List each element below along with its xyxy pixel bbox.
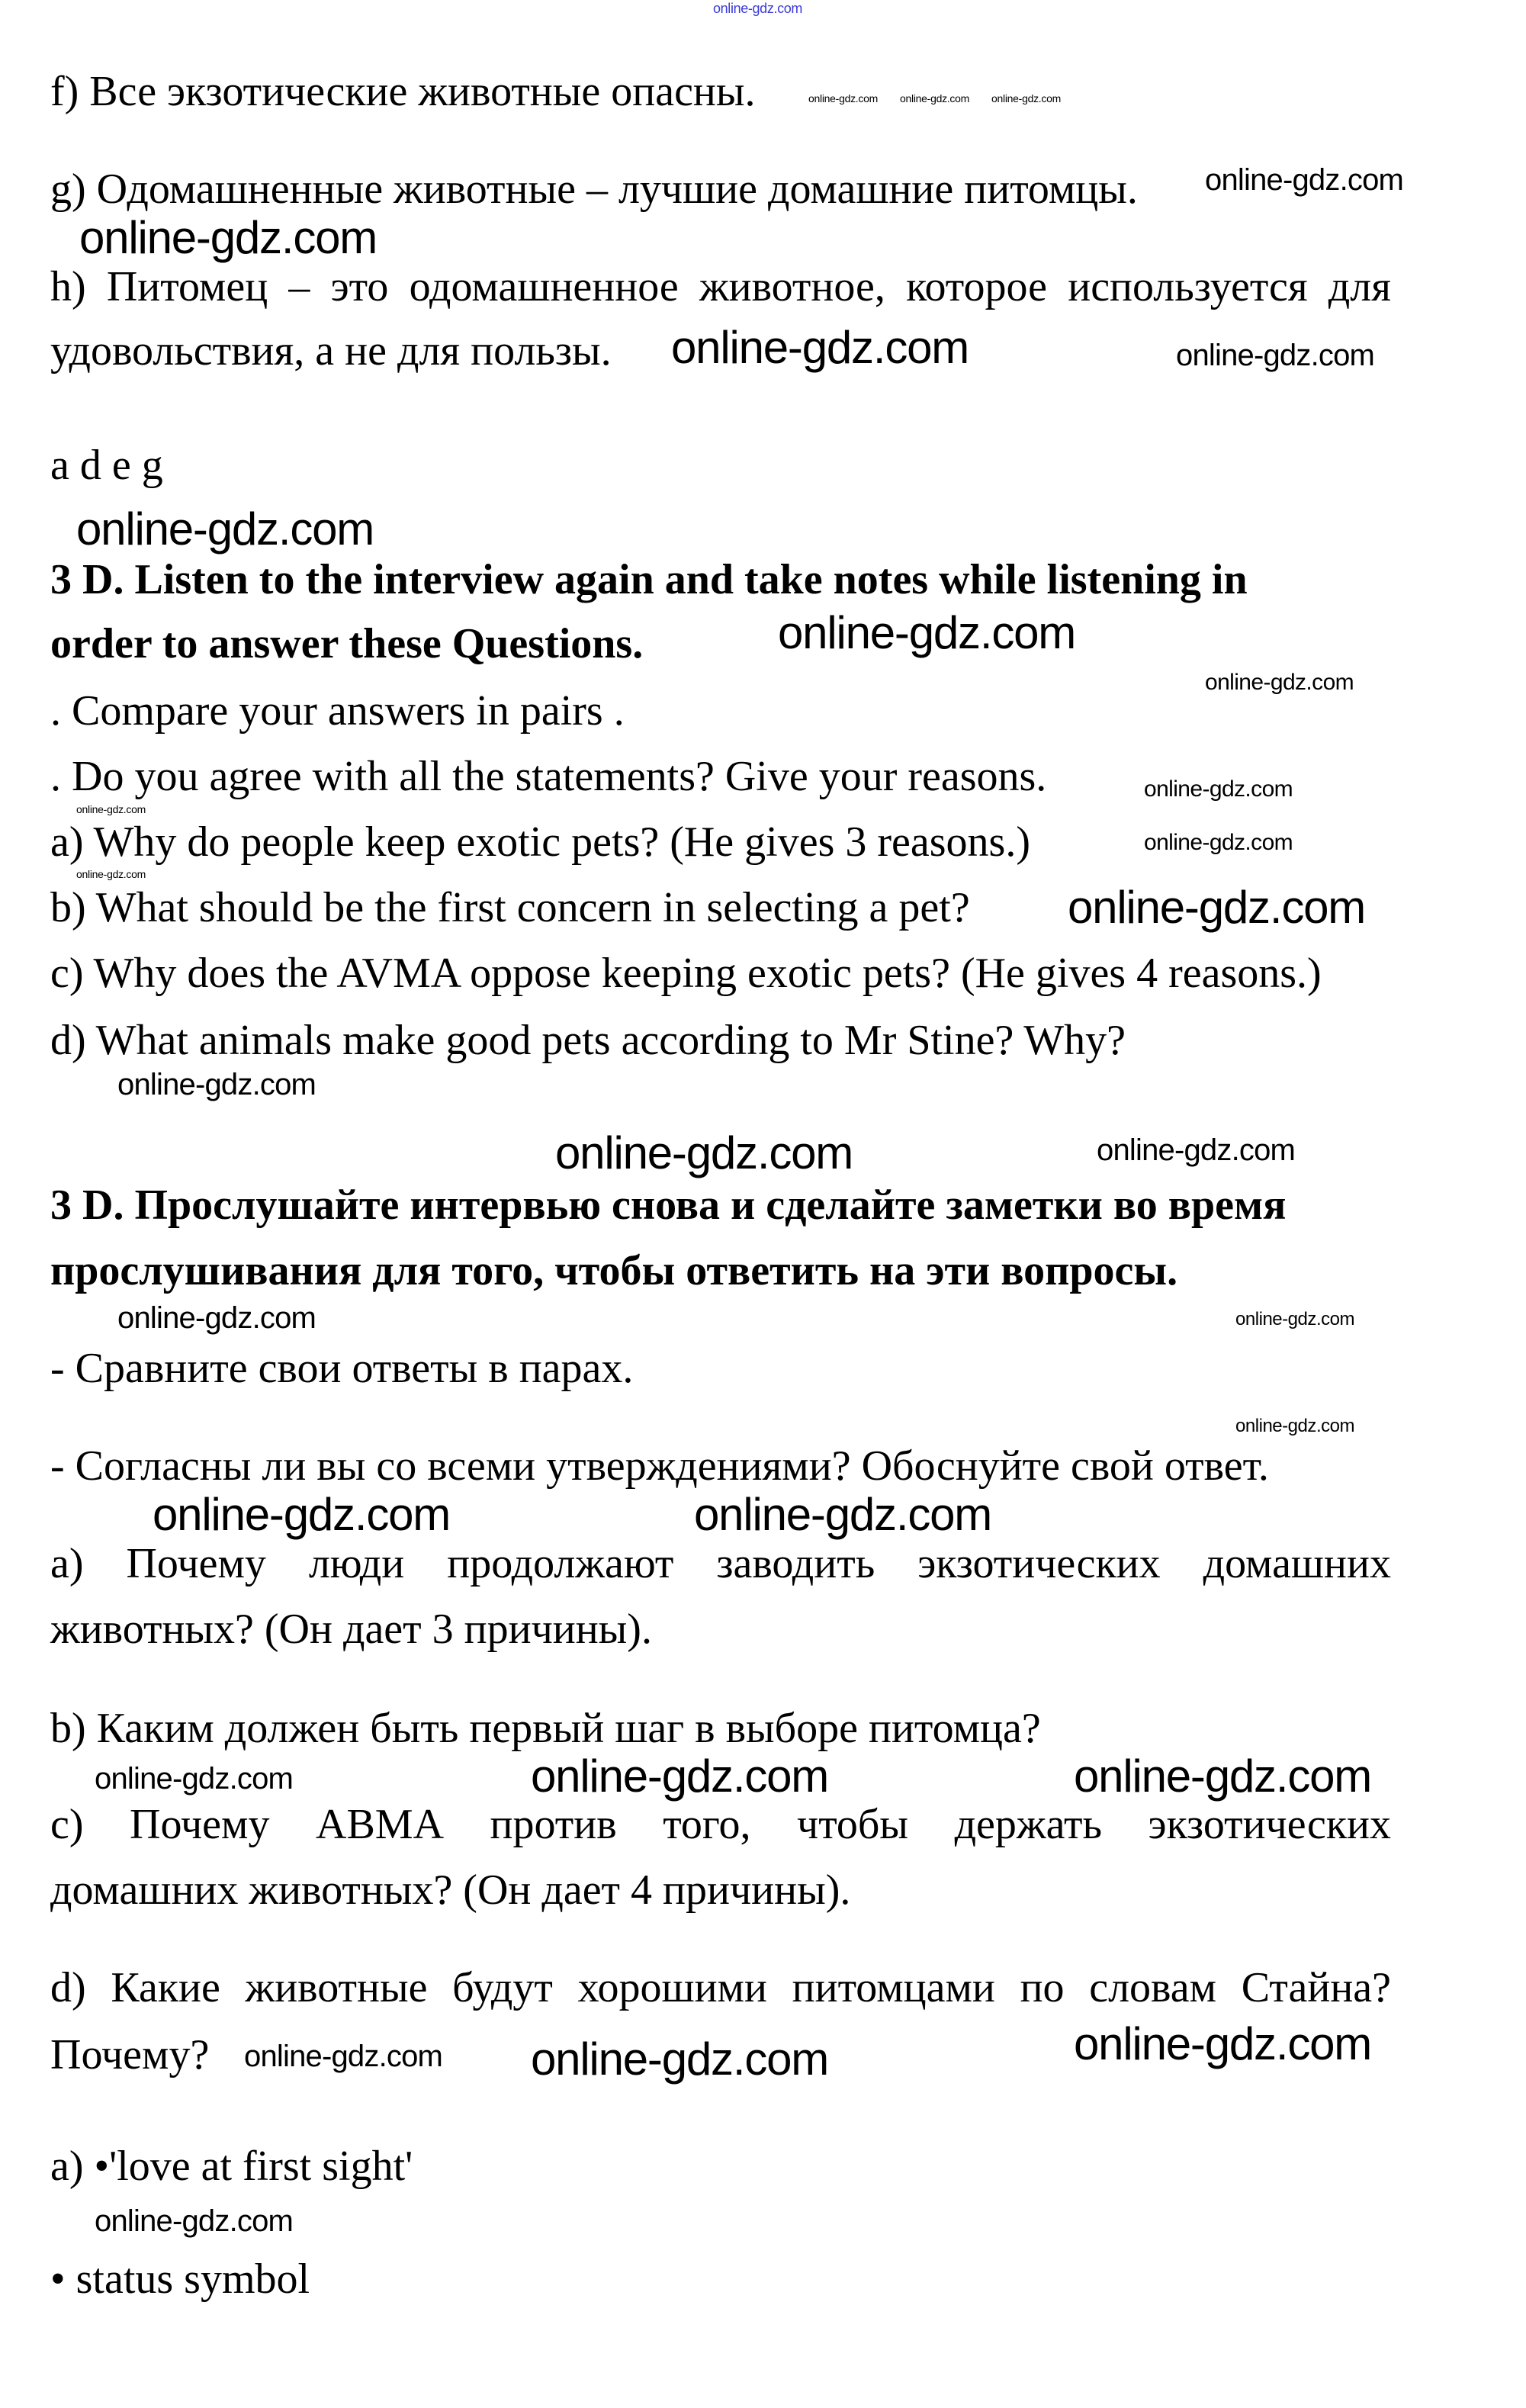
- watermark: online-gdz.com: [1235, 1416, 1355, 1436]
- en-heading-line1: 3 D. Listen to the interview again and take notes while listening in: [50, 556, 1248, 603]
- watermark: online-gdz.com: [1144, 830, 1293, 855]
- ru-question-c-line1: c) Почему АВМА против того, чтобы держать экзотических: [50, 1801, 1391, 1848]
- ru-compare: - Сравните свои ответы в парах.: [50, 1345, 634, 1392]
- watermark: online-gdz.com: [531, 2033, 829, 2085]
- watermark: online-gdz.com: [76, 868, 146, 880]
- statement-h-line2: удовольствия, а не для пользы.: [50, 327, 612, 375]
- watermark: online-gdz.com: [244, 2040, 443, 2073]
- watermark: online-gdz.com: [555, 1127, 853, 1178]
- watermark: online-gdz.com: [694, 1489, 992, 1540]
- ru-question-a-line1: a) Почему люди продолжают заводить экзотических домашних: [50, 1540, 1391, 1587]
- statement-h-line1: h) Питомец – это одомашненное животное, которое используется для: [50, 263, 1391, 310]
- watermark: online-gdz.com: [1074, 2018, 1372, 2069]
- statement-g: g) Одомашненные животные – лучшие домашние питомцы.: [50, 166, 1138, 213]
- watermark: online-gdz.com: [76, 503, 374, 555]
- answer-letters: a d e g: [50, 442, 163, 489]
- watermark: online-gdz.com: [79, 212, 377, 263]
- en-question-c: c) Why does the AVMA oppose keeping exotic pets? (He gives 4 reasons.): [50, 950, 1322, 997]
- en-agree: . Do you agree with all the statements? Give your reasons.: [50, 753, 1047, 800]
- watermark: online-gdz.com: [900, 92, 970, 104]
- watermark: online-gdz.com: [76, 803, 146, 815]
- ru-question-d-line1: d) Какие животные будут хорошими питомцами по словам Стайна?: [50, 1964, 1391, 2011]
- watermark: online-gdz.com: [778, 607, 1076, 658]
- watermark: online-gdz.com: [153, 1489, 451, 1540]
- watermark: online-gdz.com: [1235, 1309, 1355, 1329]
- ru-question-d-line2: Почему?: [50, 2031, 210, 2078]
- en-question-d: d) What animals make good pets according to Mr Stine? Why?: [50, 1017, 1126, 1064]
- en-question-a: a) Why do people keep exotic pets? (He gives 3 reasons.): [50, 818, 1030, 866]
- en-compare: . Compare your answers in pairs .: [50, 687, 625, 735]
- watermark: online-gdz.com: [531, 1751, 829, 1802]
- ru-agree: - Согласны ли вы со всеми утверждениями? Обоснуйте свой ответ.: [50, 1442, 1269, 1490]
- watermark: online-gdz.com: [1176, 339, 1375, 372]
- watermark: online-gdz.com: [1205, 163, 1404, 197]
- ru-question-c-line2: домашних животных? (Он дает 4 причины).: [50, 1866, 851, 1914]
- watermark: online-gdz.com: [1097, 1133, 1296, 1167]
- ru-heading-line1: 3 D. Прослушайте интервью снова и сделайте заметки во время: [50, 1181, 1287, 1229]
- watermark: online-gdz.com: [808, 92, 879, 104]
- watermark: online-gdz.com: [671, 322, 969, 373]
- watermark: online-gdz.com: [95, 2204, 294, 2238]
- watermark: online-gdz.com: [1205, 670, 1354, 695]
- watermark: online-gdz.com: [1068, 882, 1366, 933]
- watermark: online-gdz.com: [95, 1762, 294, 1796]
- header-watermark: online-gdz.com: [713, 1, 803, 16]
- watermark: online-gdz.com: [1074, 1751, 1372, 1802]
- watermark: online-gdz.com: [117, 1301, 316, 1335]
- answer-a-love-at-first-sight: a) •'love at first sight': [50, 2143, 413, 2190]
- watermark: online-gdz.com: [991, 92, 1062, 104]
- statement-f: f) Все экзотические животные опасны.: [50, 68, 756, 115]
- ru-question-a-line2: животных? (Он дает 3 причины).: [50, 1606, 652, 1653]
- watermark: online-gdz.com: [117, 1068, 316, 1101]
- ru-question-b: b) Каким должен быть первый шаг в выборе питомца?: [50, 1705, 1041, 1752]
- answer-status-symbol: • status symbol: [50, 2255, 310, 2303]
- en-heading-line2: order to answer these Questions.: [50, 620, 644, 667]
- en-question-b: b) What should be the first concern in selecting a pet?: [50, 884, 970, 931]
- watermark: online-gdz.com: [1144, 776, 1293, 802]
- ru-heading-line2: прослушивания для того, чтобы ответить на эти вопросы.: [50, 1247, 1178, 1294]
